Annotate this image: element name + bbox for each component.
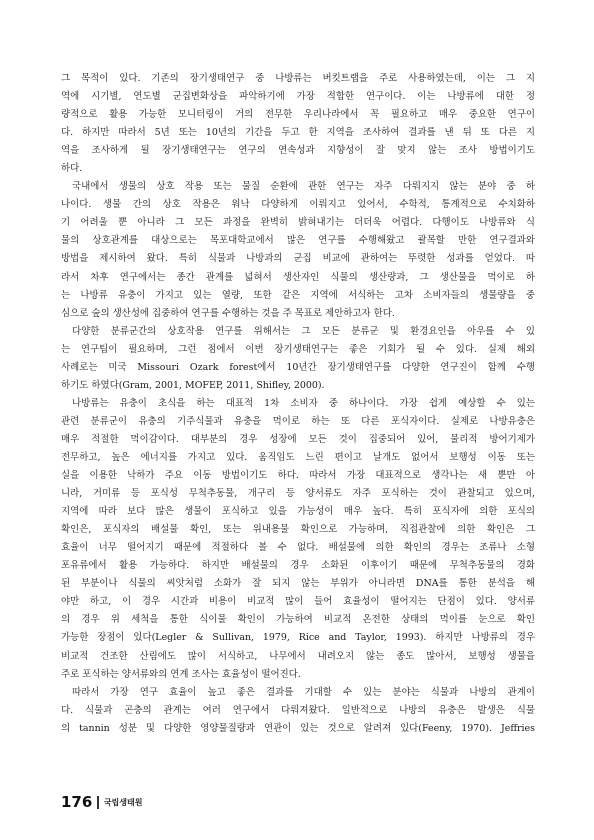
paragraph [61, 70, 535, 178]
text-line: 포유류에서 활용 가능하다. 하지만 배설물의 경우 소화된 이후이기 때문에 무척추동물의 경화 [61, 560, 535, 572]
text-line: 량적으로 활용 가능한 모니터링이 거의 전무한 우리나라에서 꼭 필요하고 매우 중요한 연구이 [61, 109, 535, 121]
text-line: 매우 적절한 먹이감이다. 대부분의 경우 성장에 모든 것이 집중되어 있어, 물리적 방어기제가 [61, 433, 535, 445]
paragraph [61, 395, 535, 684]
text-line: 비교적 건조한 산림에도 많이 서식하고, 나무에서 내려오지 않는 종도 많아서, 보행성 생물을 [61, 650, 535, 662]
text-line: 국내에서 생물의 상호 작용 또는 물질 순환에 관한 연구는 자주 다뤄지지 않는 분야 중 하 [72, 181, 535, 193]
text-line: 된 부분이나 식물의 씨앗처럼 소화가 잘 되지 않는 부위가 아니라면 DNA를 통한 분석을 해 [61, 578, 535, 590]
text-line: 주로 포식하는 양서류와의 연계 조사는 효율성이 떨어진다. [61, 668, 301, 680]
text-line: 야만 하고, 이 경우 시간과 비용이 비교적 많이 들어 효율성이 떨어지는 단점이 있다. 양서류 [61, 596, 535, 608]
text-line: 다. 하지만 따라서 5년 또는 10년의 기간을 두고 한 지역을 조사하여 결과를 낸 뒤 또 다른 지 [61, 127, 535, 139]
text-line: 나이다. 생물 간의 상호 작용은 워낙 다양하게 이뤄지고 있어서, 수학적, 통계적으로 수치화하 [61, 199, 535, 211]
text-line: 확인은, 포식자의 배설물 확인, 또는 위내용물 확인으로 가능하며, 직접관찰에 의한 확인은 그 [61, 524, 535, 536]
text-line: 는 나방류 유충이 가지고 있는 열량, 또한 같은 지역에 서식하는 고차 소비자들의 생물량을 중 [61, 289, 535, 301]
text-line: 그 목적이 있다. 기존의 장기생태연구 중 나방류는 버킷트랩을 주로 사용하였는데, 이는 그 지 [61, 73, 535, 84]
text-line: 라서 차후 연구에서는 종간 관계를 넓혀서 생산자인 식물의 생산량과, 그 생산물을 먹이로 하 [61, 271, 535, 283]
text-line: 역에 시기별, 연도별 군집변화상을 파악하기에 가장 적합한 연구이다. 이는 나방류에 대한 정 [61, 91, 535, 103]
text-line: 효율이 너무 떨어지기 때문에 적절하다 볼 수 없다. 배설물에 의한 확인의 경우는 조류나 소형 [61, 542, 535, 554]
paragraph [61, 178, 535, 322]
page-footer [61, 793, 142, 811]
text-line: 나방류는 유충이 초식을 하는 대표적 1차 소비자 중 하나이다. 가장 쉽게 예상할 수 있는 [72, 397, 535, 409]
text-line: 실을 이용한 낙하가 주요 이동 방법이기도 하다. 따라서 가장 대표적으로 생각나는 새 뿐만 아 [61, 470, 535, 482]
page-number: 176 [61, 793, 93, 811]
text-line: 기 어려울 뿐 아니라 그 모든 과정을 완벽히 밝혀내기는 더더욱 어렵다. 다행이도 나방류와 식 [61, 217, 535, 229]
footer-divider [97, 796, 99, 809]
paragraph [61, 684, 535, 738]
organization-name: 국립생태원 [103, 797, 143, 807]
text-line: 사례로는 미국 Missouri Ozark forest에서 10년간 장기생태연구를 다양한 연구진이 함께 수행 [61, 361, 535, 373]
text-line: 역을 조사하게 될 장기생태연구는 연구의 연속성과 지향성이 잘 맞지 않는 조사 방법이기도 [61, 145, 535, 157]
text-line: 따라서 가장 연구 효율이 높고 좋은 결과를 기대할 수 있는 분야는 식물과 나방의 관계이 [72, 686, 535, 698]
body-text [61, 70, 535, 738]
text-line: 하다. [61, 163, 83, 175]
text-line: 관련 분류군이 유충의 기주식물과 유충을 먹이로 하는 또 다른 포식자이다. 실제로 나방유충은 [61, 415, 535, 427]
text-line: 물의 상호관계를 대상으로는 목포대학교에서 많은 연구를 수행해왔고 괄목할 만한 연구결과와 [61, 235, 535, 247]
text-line: 지역에 따라 보다 많은 생물이 포식하고 있을 가능성이 매우 높다. 특히 포식자에 의한 포식의 [61, 506, 535, 518]
text-line: 전무하고, 높은 에너지를 가지고 있다. 움직임도 느린 편이고 날개도 없어서 보행성 이동 또는 [61, 451, 535, 463]
paragraph [61, 323, 535, 395]
text-line: 니라, 거미류 등 포식성 무척추동물, 개구리 등 양서류도 자주 포식하는 것이 관찰되고 있으며, [61, 488, 535, 500]
text-line: 가능한 장점이 있다(Legler & Sullivan, 1979, Rice and Taylor, 1993). 하지만 나방류의 경우 [61, 632, 535, 644]
text-line: 의 tannin 성분 및 다양한 영양물질량과 연관이 있는 것으로 알려져 있다(Feeny, 1970). Jeffries [61, 722, 535, 734]
text-line: 의 경우 위 세척을 통한 식이물 확인이 가능하여 비교적 온전한 상태의 먹이를 눈으로 확인 [61, 614, 535, 626]
text-line: 방법을 제시하여 왔다. 특히 식물과 나방과의 군집 비교에 관하여는 뚜렷한 성과를 얻었다. 따 [61, 253, 535, 265]
text-line: 다. 식물과 곤충의 관계는 여러 연구에서 다뤄져왔다. 일반적으로 나방의 유충은 발생은 식물 [61, 704, 535, 716]
text-line: 다양한 분류군간의 상호작용 연구를 위해서는 그 모든 분류군 및 환경요인을 아우를 수 있 [72, 325, 535, 337]
text-line: 는 연구팀이 필요하며, 그런 점에서 이번 장기생태연구는 좋은 기회가 될 수 있다. 실제 해외 [61, 343, 535, 355]
text-line: 하기도 하였다(Gram, 2001, MOFEP, 2011, Shifley, 2000). [61, 379, 325, 391]
text-line: 심으로 숲의 생산성에 집중하여 연구를 수행하는 것을 주 목표로 제안하고자 한다. [61, 307, 395, 319]
